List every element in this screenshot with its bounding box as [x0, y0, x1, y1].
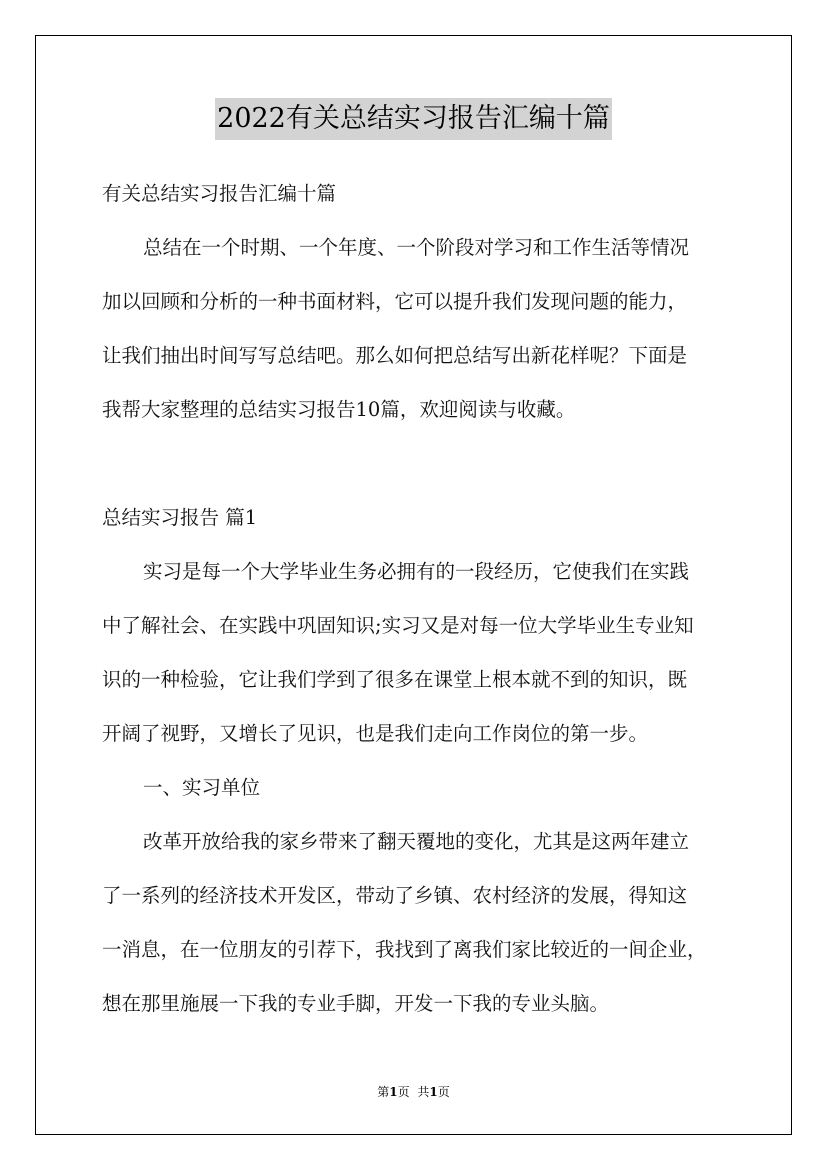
paragraph-line: 识的一种检验，它让我们学到了很多在课堂上根本就不到的知识，既 — [102, 668, 688, 691]
total-number: 1 — [429, 1085, 438, 1099]
subsection-heading: 一、实习单位 — [143, 776, 261, 799]
paragraph-line: 改革开放给我的家乡带来了翻天覆地的变化，尤其是这两年建立 — [143, 830, 690, 853]
paragraph-line: 一消息，在一位朋友的引荐下，我找到了离我们家比较近的一间企业， — [102, 938, 707, 961]
document-title: 2022有关总结实习报告汇编十篇 — [215, 98, 612, 140]
paragraph-line: 中了解社会、在实践中巩固知识;实习又是对每一位大学毕业生专业知 — [102, 614, 694, 637]
paragraph-line: 开阔了视野，又增长了见识，也是我们走向工作岗位的第一步。 — [102, 722, 649, 745]
page-number: 1 — [389, 1085, 398, 1099]
paragraph-line: 让我们抽出时间写写总结吧。那么如何把总结写出新花样呢？下面是 — [102, 344, 688, 367]
total-suffix: 页 — [437, 1085, 450, 1099]
paragraph-line: 实习是每一个大学毕业生务必拥有的一段经历，它使我们在实践 — [143, 560, 690, 583]
paragraph-line: 加以回顾和分析的一种书面材料，它可以提升我们发现问题的能力， — [102, 290, 688, 313]
paragraph-line: 我帮大家整理的总结实习报告10篇，欢迎阅读与收藏。 — [102, 398, 576, 421]
paragraph-line: 想在那里施展一下我的专业手脚，开发一下我的专业头脑。 — [102, 992, 610, 1015]
page-suffix: 页 — [397, 1085, 410, 1099]
paragraph-line: 了一系列的经济技术开发区，带动了乡镇、农村经济的发展，得知这 — [102, 884, 688, 907]
total-prefix: 共 — [417, 1085, 430, 1099]
title-container — [0, 98, 827, 140]
page-prefix: 第 — [377, 1085, 390, 1099]
page-footer — [0, 1083, 827, 1100]
subtitle-line: 有关总结实习报告汇编十篇 — [102, 182, 337, 205]
section-heading: 总结实习报告 篇1 — [102, 506, 258, 529]
paragraph-line: 总结在一个时期、一个年度、一个阶段对学习和工作生活等情况 — [143, 236, 690, 259]
